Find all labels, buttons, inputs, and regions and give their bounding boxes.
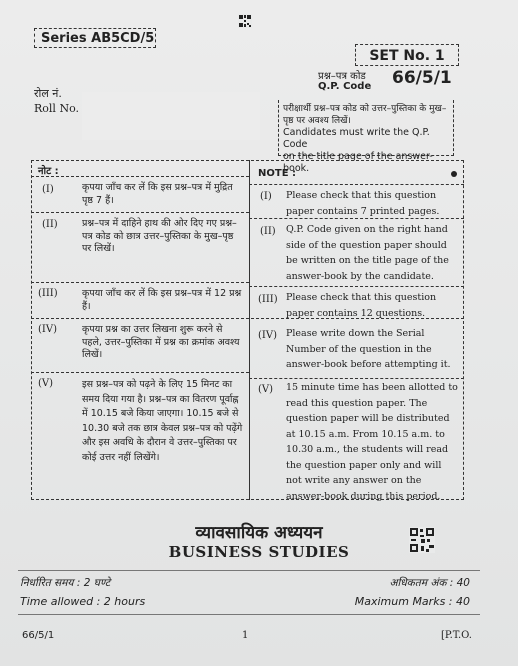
- maximum-marks-hindi: अधिकतम अंक : 40: [389, 577, 470, 589]
- note-number-english: (I): [260, 191, 272, 202]
- row-divider: [31, 212, 249, 213]
- qp-code-instruction-box: [278, 100, 454, 174]
- row-divider: [249, 184, 464, 185]
- qp-code-label-hindi: प्रश्न–पत्र कोड: [318, 71, 366, 82]
- time-allowed-hindi: निर्धारित समय : 2 घण्टे: [20, 577, 111, 589]
- note-heading-hindi: नोट :: [38, 166, 59, 177]
- subject-title: BUSINESS STUDIES: [168, 543, 350, 561]
- notes-column-divider: [249, 160, 250, 500]
- note-text-english: Q.P. Code given on the right hand side of the question paper should be written on the title page of the answer-book by the candidate.: [286, 224, 449, 282]
- note-number-hindi: (IV): [38, 324, 57, 335]
- row-divider: [249, 378, 464, 379]
- page-number: 1: [242, 630, 249, 641]
- pto-label: [P.T.O.: [441, 630, 472, 641]
- instruction-english-line-1: Candidates must write the Q.P. Code: [283, 127, 430, 150]
- note-text-english: Please check that this question paper contains 7 printed pages.: [286, 190, 440, 217]
- row-divider: [31, 176, 249, 177]
- set-number-box: SET No. 1: [355, 44, 459, 66]
- note-number-hindi: (I): [42, 184, 54, 195]
- note-number-hindi: (II): [42, 219, 58, 230]
- note-text-hindi: कृपया जाँच कर लें कि इस प्रश्न–पत्र में मुद्रित पृष्ठ 7 हैं।: [82, 182, 233, 206]
- maximum-marks: Maximum Marks : 40: [354, 595, 470, 608]
- note-text-hindi: कृपया जाँच कर लें कि इस प्रश्न–पत्र में 12 प्रश्न हैं।: [82, 288, 242, 312]
- qp-code-value: 66/5/1: [392, 68, 452, 88]
- small-qr-icon: [238, 14, 252, 28]
- row-divider: [249, 286, 464, 287]
- footer-code: 66/5/1: [22, 630, 55, 641]
- note-text-hindi: इस प्रश्न–पत्र को पढ़ने के लिए 15 मिनट का समय दिया गया है। प्रश्न–पत्र का वितरण पूर्वाह्न में 10.15 बजे किया जाएगा। 10.15 बजे से 10.30 बजे तक छात्र केवल प्रश्न–पत्र को पढ़ेंगे और इस अवधि के दौरान वे उत्तर–पुस्तिका पर कोई उत्तर नहीं लिखेंगे।: [82, 379, 243, 463]
- meta-divider-top: [18, 570, 480, 571]
- qp-code-label: Q.P. Code: [318, 81, 372, 92]
- row-divider: [31, 372, 249, 373]
- note-heading-english: NOTE :: [258, 168, 297, 179]
- note-number-english: (III): [258, 294, 278, 305]
- row-divider: [31, 282, 249, 283]
- time-allowed: Time allowed : 2 hours: [20, 595, 146, 608]
- instruction-hindi: परीक्षार्थी प्रश्न–पत्र कोड को उत्तर–पुस्तिका के मुख–पृष्ठ पर अवश्य लिखें।: [283, 104, 447, 126]
- note-number-hindi: (V): [38, 378, 54, 389]
- note-number-english: (IV): [258, 330, 277, 341]
- bullet-dot: [451, 171, 457, 177]
- roll-no-redacted-area: [82, 92, 260, 140]
- series-box: Series AB5CD/5: [34, 28, 156, 48]
- note-number-hindi: (III): [38, 288, 58, 299]
- instruction-english-line-2: on the title page of the answer-book.: [283, 151, 433, 174]
- subject-title-hindi: व्यावसायिक अध्ययन: [195, 523, 323, 543]
- roll-no-label-hindi: रोल नं.: [34, 87, 62, 100]
- roll-no-label: Roll No.: [34, 102, 79, 115]
- note-text-hindi: प्रश्न–पत्र में दाहिने हाथ की ओर दिए गए प्रश्न–पत्र कोड को छात्र उत्तर–पुस्तिका के मुख–पृष्ठ पर लिखें।: [82, 218, 237, 254]
- note-text-hindi: कृपया प्रश्न का उत्तर लिखना शुरू करने से पहले, उत्तर–पुस्तिका में प्रश्न का क्रमांक अवश्य लिखें।: [82, 324, 240, 360]
- note-text-english: 15 minute time has been allotted to read this question paper. The question paper will be distributed at 10.15 a.m. From 10.15 a.m. to 10.30 a.m., the students will read the question paper only and will not write any answer on the answer-book during this period.: [286, 382, 458, 502]
- note-text-english: Please write down the Serial Number of the question in the answer-book before attempting it.: [286, 328, 451, 370]
- meta-divider-bottom: [18, 614, 480, 615]
- qr-code-icon: [409, 527, 435, 553]
- note-text-english: Please check that this question paper contains 12 questions.: [286, 292, 437, 319]
- note-number-english: (V): [258, 384, 274, 395]
- note-number-english: (II): [260, 226, 276, 237]
